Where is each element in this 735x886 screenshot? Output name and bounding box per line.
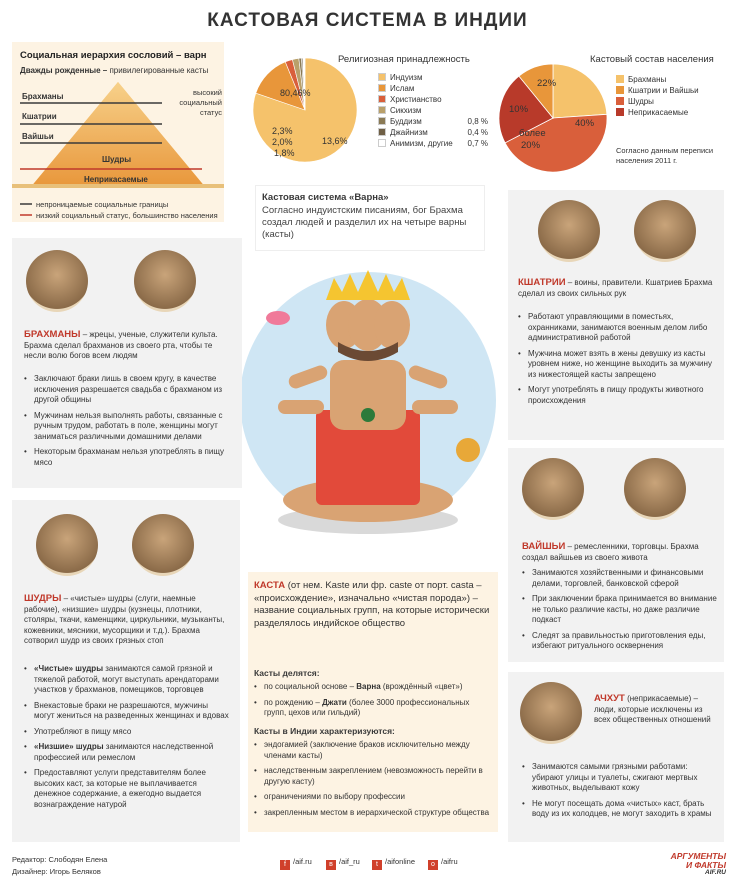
legend-swatch — [378, 139, 386, 147]
shudra-bullet-text: занимаются самой грязной и тяжелой работой, могут выступать арендаторами участков у брахманов, помещиков, торговцев — [34, 664, 219, 694]
list-item — [254, 698, 492, 719]
list-item: • Некоторым брахманам нельзя употреблять в пищу мясо — [24, 447, 232, 468]
aif-logo-line-2: И ФАКТЫ — [686, 859, 726, 870]
religion-slice-label: 1,8% — [274, 148, 295, 158]
varna-title: Кастовая система «Варна» — [262, 192, 389, 203]
brahmin-man-portrait — [26, 250, 88, 312]
casta-intro-text: (от нем. Kaste или фр. caste от порт. casta – «происхождение», изначально «чистая порода») – название социальных групп, на которые исторически разделялось индийское общество — [254, 580, 490, 629]
pyramid-level-brahmins: Брахманы — [22, 92, 64, 101]
pyramid-title: Социальная иерархия сословий – варн — [20, 50, 207, 61]
social-vk-label: /aif_ru — [339, 857, 360, 866]
religion-legend-label: Джайнизм — [378, 127, 428, 138]
legend-swatch — [616, 97, 624, 105]
caste-slice-label: 40% — [575, 118, 595, 129]
list-item: • Могут употреблять в пищу продукты животного происхождения — [518, 385, 716, 406]
kshatriya-bullets — [518, 312, 716, 411]
shudra-intro — [24, 594, 230, 647]
list-item: • Заключают браки лишь в своем кругу, в качестве исключения разрешается свадьба с брахманом из другой общины — [24, 374, 232, 406]
list-item: • Следят за правильностью приготовления еды, избегают ритуального осквернения — [522, 631, 718, 652]
vaishya-intro — [522, 542, 718, 563]
shudra-name: ШУДРЫ — [24, 593, 62, 604]
pyramid-side-note: высокий социальный статус — [179, 88, 222, 117]
caste-slice-label: более — [519, 128, 546, 139]
kshatriya-card — [508, 190, 724, 440]
achhut-name: АЧХУТ — [594, 693, 625, 704]
casta-chars-title: Касты в Индии характеризуются: — [254, 726, 395, 736]
list-item: • Предоставляют услуги представителям более высоких каст, за которые не выплачивается денежное содержание, а ежегодно выдается вознаграждение натурой — [24, 768, 230, 810]
pyramid-level-shudra: Шудры — [102, 155, 132, 164]
pyramid-subtitle-bold: Дважды рожденные – — [20, 66, 108, 75]
shudra-intro-text: – «чистые» шудры (слуги, наемные рабочие), «низшие» шудры (кузнецы, плотники, столяры, ткачи, каменщики, циркульники, музыканты, кожевники, мясники, мусорщики и т.д.). Брахма сотворил шудр из своих грязных стоп — [24, 594, 225, 645]
religion-slice-label: 2,3% — [272, 126, 293, 136]
legend-swatch — [378, 106, 386, 114]
casta-divided-pre: по рождению – — [264, 697, 323, 707]
caste-legend — [616, 74, 726, 118]
shudra-bullet-bold: «Чистые» шудры — [34, 664, 104, 673]
caste-note: Согласно данным переписи населения 2011 г. — [616, 146, 714, 165]
varna-callout — [256, 186, 484, 250]
page-title: КАСТОВАЯ СИСТЕМА В ИНДИИ — [207, 10, 528, 31]
legend-swatch — [616, 108, 624, 116]
achhut-bullets — [522, 762, 718, 825]
vaishya-man-portrait — [522, 458, 584, 520]
pyramid-level-untouchable: Неприкасаемые — [84, 175, 148, 184]
shudra-man-portrait — [36, 514, 98, 576]
religion-legend-label: Христианство — [378, 94, 442, 105]
facebook-icon: f — [280, 860, 290, 870]
social-ok-link[interactable] — [428, 857, 458, 870]
pyramid-legend-1: непроницаемые социальные границы — [36, 200, 169, 209]
achhut-intro — [594, 694, 718, 726]
twitter-icon: t — [372, 860, 382, 870]
religion-legend-item — [378, 116, 488, 127]
list-item: • Употребляют в пищу мясо — [24, 727, 230, 738]
religion-slice-label: 80,46% — [280, 88, 311, 98]
legend-swatch — [378, 95, 386, 103]
brahmins-intro — [24, 330, 236, 362]
vk-icon: в — [326, 860, 336, 870]
religion-legend-item — [378, 105, 488, 116]
ok-icon: о — [428, 860, 438, 870]
religion-legend-label: Ислам — [378, 83, 414, 94]
brahmins-bullets — [24, 374, 232, 473]
footer-editor: Редактор: Слободян Елена — [12, 855, 108, 864]
social-facebook-label: /aif.ru — [293, 857, 312, 866]
social-twitter-label: /aifonline — [385, 857, 416, 866]
religion-pie-chart — [250, 52, 360, 172]
vaishya-name: ВАЙШЬИ — [522, 541, 566, 552]
aif-logo-line-1: АРГУМЕНТЫ — [670, 851, 726, 861]
religion-legend-label: Анимизм, другие — [378, 138, 453, 149]
religion-legend — [378, 72, 488, 149]
casta-name: КАСТА — [254, 580, 286, 591]
pyramid-level-vaishya: Вайшьи — [22, 132, 54, 141]
list-item: • При заключении брака принимается во внимание не только различие касты, но даже различие подкаст — [522, 594, 718, 626]
kshatriya-intro-text: – воины, правители. Кшатриев Брахма сделал из своих сильных рук — [518, 278, 713, 298]
brahmins-name: БРАХМАНЫ — [24, 329, 81, 340]
kshatriya-name: КШАТРИИ — [518, 277, 566, 288]
list-item: • Мужчина может взять в жены девушку из касты уровнем ниже, но женщине выходить за мужчину из нижестоящей касты запрещено — [518, 349, 716, 381]
pyramid-legend-2: низкий социальный статус, большинство населения — [36, 211, 218, 220]
caste-legend-item: Кшатрии и Вайшьи — [616, 85, 726, 96]
religion-legend-item — [378, 94, 488, 105]
list-item: • Занимаются хозяйственными и финансовыми делами, торговлей, банковской сферой — [522, 568, 718, 589]
brahma-illustration — [238, 250, 498, 550]
casta-divided-pre: по социальной основе – — [264, 682, 357, 691]
list-item: • наследственным закреплением (невозможность перейти в другую касту) — [254, 766, 492, 787]
casta-divided-bold: Варна — [356, 682, 381, 691]
casta-divided-post: (врождённый «цвет») — [380, 682, 463, 691]
religion-legend-item — [378, 72, 488, 83]
list-item: • Не могут посещать дома «чистых» каст, брать воду из их колодцев, не могут заходить в храмы — [522, 799, 718, 820]
brahmins-intro-text: – жрецы, ученые, служители культа. Брахма сделал брахманов из своего рта, чтобы те несли волю богов всем людям — [24, 330, 218, 360]
social-ok-label: /aifru — [441, 857, 458, 866]
shudra-bullets — [24, 664, 230, 815]
caste-slice-label: 20% — [521, 140, 541, 151]
legend-swatch — [616, 75, 624, 83]
achhut-portrait — [520, 682, 582, 744]
footer-designer: Дизайнер: Игорь Беляков — [12, 867, 101, 876]
achhut-intro-text: (неприкасаемые) – люди, которые исключены из всех общественных отношений — [594, 694, 711, 724]
list-item: • Работают управляющими в поместьях, охранниками, занимаются военным делом либо административной работой — [518, 312, 716, 344]
religion-legend-value: 0,8 % — [467, 117, 488, 126]
caste-slice-label: 10% — [509, 104, 529, 115]
shudra-card — [12, 500, 240, 842]
caste-pie-chart — [497, 62, 609, 174]
list-item: • Занимаются самыми грязными работами: убирают улицы и туалеты, сжигают мертвых животных, выделывают кожу — [522, 762, 718, 794]
brahmin-woman-portrait — [134, 250, 196, 312]
vaishya-merchant-portrait — [624, 458, 686, 520]
religion-legend-value: 0,4 % — [467, 128, 488, 137]
aif-logo-line-3: AIF.RU — [705, 869, 726, 876]
legend-swatch — [378, 84, 386, 92]
religion-legend-value: 0,7 % — [467, 139, 488, 148]
achhut-card — [508, 672, 724, 842]
caste-pie-title: Кастовый состав населения — [590, 54, 714, 65]
kshatriya-woman-portrait — [634, 200, 696, 262]
vaishya-bullets — [522, 568, 718, 657]
list-item — [24, 742, 230, 763]
social-facebook-link[interactable] — [280, 857, 312, 870]
list-item: • Внекастовые браки не разрешаются, мужчины могут жениться на разведенных женщинах и вдовах — [24, 701, 230, 722]
kshatriya-man-portrait — [538, 200, 600, 262]
casta-chars-list — [254, 740, 492, 823]
legend-swatch — [378, 117, 386, 125]
list-item: • эндогамией (заключение браков исключительно между членами касты) — [254, 740, 492, 761]
caste-legend-item: Неприкасаемые — [616, 107, 726, 118]
casta-definition-panel — [248, 572, 498, 832]
varna-pyramid-panel — [12, 42, 224, 222]
vaishya-card — [508, 448, 724, 662]
religion-slice-label: 2,0% — [272, 137, 293, 147]
shudra-bullet-text: занимаются наследственной профессией или ремеслом — [34, 742, 214, 762]
list-item: • Мужчинам нельзя выполнять работы, связанные с ручным трудом, работать в поле, женщины могут заниматься различными домашними делами — [24, 411, 232, 443]
casta-divided-bold: Джати — [322, 697, 347, 707]
religion-legend-item — [378, 83, 488, 94]
religion-pie-title: Религиозная принадлежность — [338, 54, 470, 65]
varna-text: Согласно индуистским писаниям, бог Брахма создал людей и разделил их на четыре варны (касты) — [262, 205, 467, 240]
legend-swatch — [378, 73, 386, 81]
religion-legend-label: Индуизм — [378, 72, 422, 83]
legend-swatch — [616, 86, 624, 94]
vaishya-intro-text: – ремесленники, торговцы. Брахма создал вайшьев из своего живота — [522, 542, 699, 562]
list-item — [254, 682, 492, 693]
legend-swatch — [378, 128, 386, 136]
aif-logo[interactable] — [642, 852, 726, 878]
kshatriya-intro — [518, 278, 718, 299]
caste-slice — [553, 64, 607, 118]
caste-legend-item: Брахманы — [616, 74, 726, 85]
religion-legend-item — [378, 127, 488, 138]
shudra-bullet-bold: «Низшие» шудры — [34, 742, 104, 751]
religion-legend-item — [378, 138, 488, 149]
brahmins-card — [12, 238, 242, 488]
pyramid-subtitle-rest: привилегированные касты — [107, 66, 209, 75]
casta-intro — [254, 580, 494, 630]
list-item: • ограничениями по выбору профессии — [254, 792, 492, 803]
list-item: • закрепленным местом в иерархической структуре общества — [254, 808, 492, 819]
caste-slice-label: 22% — [537, 78, 557, 89]
caste-legend-item: Шудры — [616, 96, 726, 107]
religion-slice-label: 13,6% — [322, 136, 348, 146]
religion-legend-label: Буддизм — [378, 116, 422, 127]
casta-divided-post: (более 3000 профессиональных групп, цехов или гильдий) — [264, 697, 470, 717]
casta-divided-title: Касты делятся: — [254, 668, 320, 678]
shudra-woman-portrait — [132, 514, 194, 576]
social-vk-link[interactable] — [326, 857, 360, 870]
casta-divided-list — [254, 682, 492, 724]
religion-legend-label: Сикхизм — [378, 105, 421, 116]
list-item — [24, 664, 230, 696]
social-twitter-link[interactable] — [372, 857, 415, 870]
pyramid-level-kshatriya: Кшатрии — [22, 112, 57, 121]
